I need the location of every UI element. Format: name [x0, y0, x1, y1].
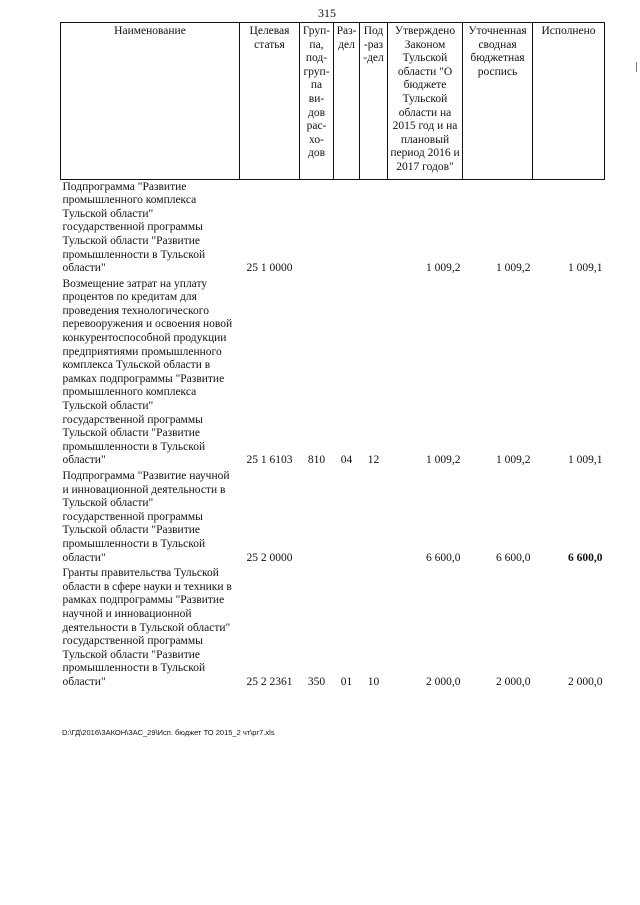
row-code: 25 2 0000: [246, 551, 293, 564]
row-subsection: 12: [367, 454, 380, 467]
file-path-footer: D:\ГД\2016\ЗАКОН\ЗАС_29\Исп. бюджет ТО 2015_2 чт\рг7.xls: [62, 728, 275, 737]
row-approved: 2 000,0: [426, 675, 461, 688]
row-name: Гранты правительства Тульской области в сфере науки и техники в рамках подпрограммы "Развитие научной и инновационной деятельности в Тульской области" государственной программы Тульской области "Развитие промышленности в Тульской области": [62, 567, 232, 688]
header-section: Раз-дел: [334, 23, 360, 180]
row-subsection: 10: [367, 675, 380, 688]
header-target-article: Целевая статья: [240, 23, 300, 180]
row-group: 350: [307, 675, 326, 688]
row-code: 25 1 0000: [246, 262, 293, 275]
row-executed: 1 009,1: [568, 262, 603, 275]
table-row: [61, 469, 605, 566]
row-subsection: [360, 469, 388, 566]
row-name: Подпрограмма "Развитие промышленного комплекса Тульской области" государственной программы Тульской области "Развитие промышленности в Тульской области": [62, 180, 206, 275]
row-section: [334, 179, 360, 277]
row-approved: 6 600,0: [426, 551, 461, 564]
row-executed: 1 009,1: [568, 454, 603, 467]
row-section: 04: [340, 454, 353, 467]
header-expense-group: Груп-па, под-груп-па ви-дов рас-хо-дов: [300, 23, 334, 180]
row-name: Возмещение затрат на уплату процентов по кредитам для проведения технологического перевооружения и освоения новой конкурентоспособной продукции предприятиями промышленного комплекса Тульской области в рамках подпрограммы "Развитие промышленного комплекса Тульской области" государственной программы Тульской области "Развитие промышленности в Тульской области": [62, 277, 233, 467]
page-number: 315: [318, 6, 336, 20]
header-executed: Исполнено: [533, 23, 605, 180]
row-revised: 6 600,0: [496, 551, 531, 564]
row-section: [334, 469, 360, 566]
row-revised: 1 009,2: [496, 454, 531, 467]
row-group: [300, 179, 334, 277]
table-row: [61, 566, 605, 690]
table-row: [61, 277, 605, 469]
row-group: [300, 469, 334, 566]
row-code: 25 1 6103: [246, 454, 293, 467]
row-executed: 6 600,0: [568, 551, 603, 564]
row-approved: 1 009,2: [426, 262, 461, 275]
row-revised: 1 009,2: [496, 262, 531, 275]
header-approved: Утверждено Законом Тульской области "О бюджете Тульской области на 2015 год и на плановый период 2016 и 2017 годов": [388, 23, 463, 180]
row-name: Подпрограмма "Развитие научной и инновационной деятельности в Тульской области" государственной программы Тульской области "Развитие промышленности в Тульской области": [62, 470, 230, 564]
row-subsection: [360, 179, 388, 277]
row-executed: 2 000,0: [568, 675, 603, 688]
header-name: Наименование: [61, 23, 240, 180]
table-header-row: [61, 23, 605, 180]
table-row: [61, 179, 605, 277]
row-approved: 1 009,2: [426, 454, 461, 467]
row-group: 810: [307, 454, 326, 467]
row-section: 01: [340, 675, 353, 688]
row-revised: 2 000,0: [496, 675, 531, 688]
row-code: 25 2 2361: [246, 675, 293, 688]
margin-mark: [636, 62, 640, 72]
header-revised: Уточненная сводная бюджетная роспись: [463, 23, 533, 180]
budget-table: [60, 22, 605, 691]
header-subsection: Под-раз-дел: [360, 23, 388, 180]
